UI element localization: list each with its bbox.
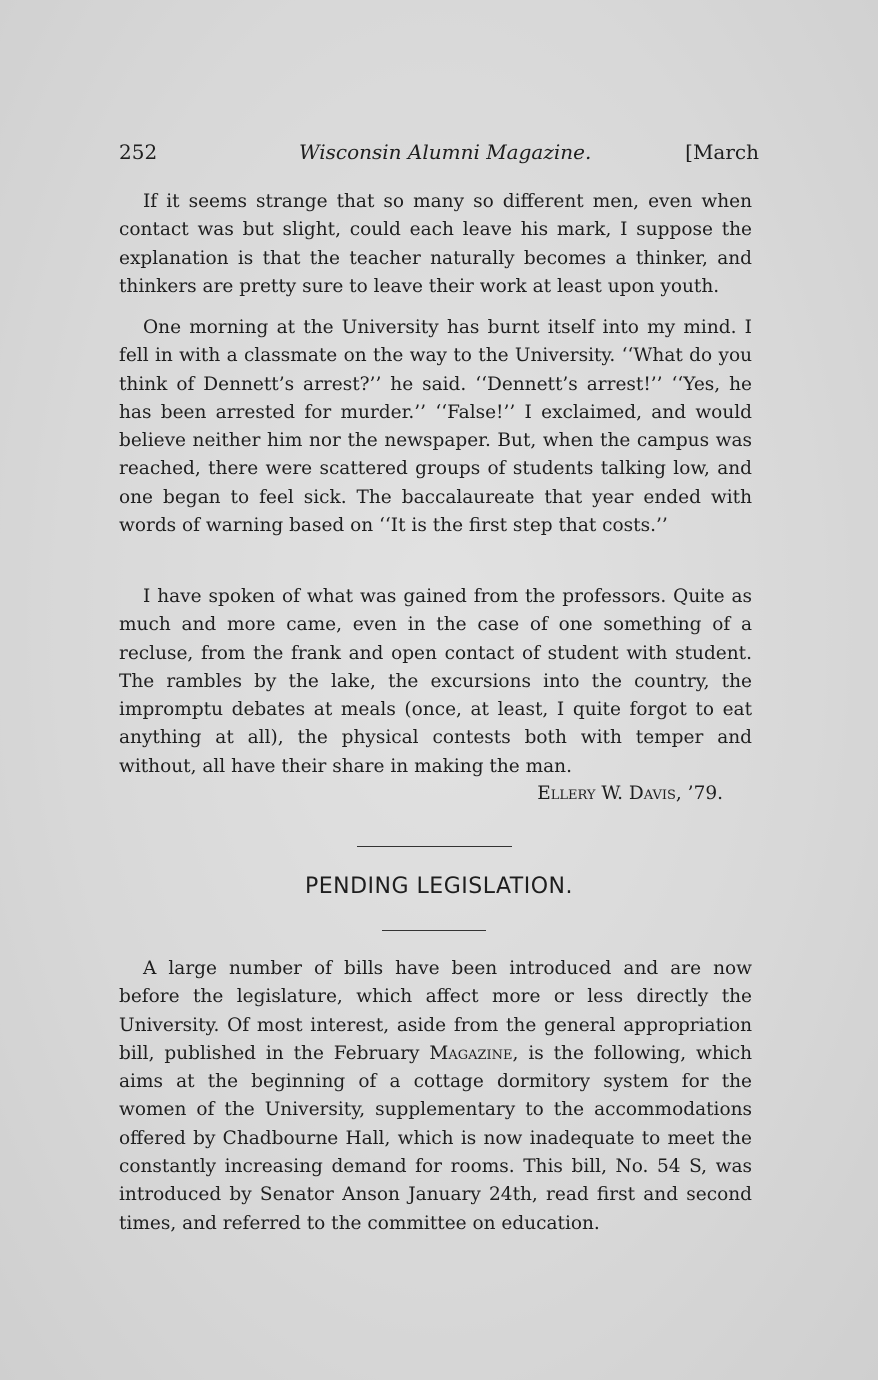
running-month: [March <box>685 140 759 164</box>
running-title: Wisconsin Alumni Magazine. <box>299 140 592 164</box>
section-divider-top <box>357 846 512 847</box>
author-signature <box>537 783 723 804</box>
magazine-word: Magazine <box>429 1042 513 1064</box>
legislation-paragraph <box>119 955 752 1238</box>
page-header <box>119 140 759 170</box>
article-paragraph-3: I have spoken of what was gained from the professors. Quite as much and more came, even in the case of one something of a recluse, from the frank and open contact of student with student. The rambles by the lake, the excursions into the country, the impromptu debates at meals (once, at least, I quite forgot to eat anything at all), the physical contests both with temper and without, all have their share in making the man. <box>119 586 752 777</box>
legislation-text-end: , is the following, which aims at the beginning of a cottage dormitory system for the women of the University, supplementary to the accommodations offered by Chadbourne Hall, which is now inadequate to meet the constantly increasing demand for rooms. This bill, No. 54 S, was introduced by Senator Anson January 24th, read first and second times, and referred to the committee on education. <box>119 1042 752 1234</box>
legislation-text-start: A large number of bills have been introduced and are now before the legislature, which affect more or less directly the University. Of most interest, aside from the general appropriation bill, published in the February <box>119 958 752 1064</box>
author-name: Ellery W. Davis <box>537 783 676 804</box>
page-number: 252 <box>119 140 158 164</box>
author-year: , ’79. <box>675 783 723 804</box>
article-paragraph-1: If it seems strange that so many so different men, even when contact was but slight, could each leave his mark, I suppose the explanation is that the teacher naturally becomes a thinker, and thinkers are pretty sure to leave their work at least upon youth. <box>119 191 752 297</box>
article-paragraph-2: One morning at the University has burnt itself into my mind. I fell in with a classmate on the way to the University. ‘‘What do you think of Dennett’s arrest?’’ he said. ‘‘Dennett’s arrest!’’ ‘‘Yes, he has been arrested for murder.’’ ‘‘False!’’ I exclaimed, and would believe neither him nor the newspaper. But, when the campus was reached, there were scattered groups of students talking low, and one began to feel sick. The baccalaureate that year ended with words of warning based on ‘‘It is the first step that costs.’’ <box>119 317 752 537</box>
section-title: PENDING LEGISLATION. <box>304 874 573 899</box>
section-divider-bottom <box>382 930 486 931</box>
